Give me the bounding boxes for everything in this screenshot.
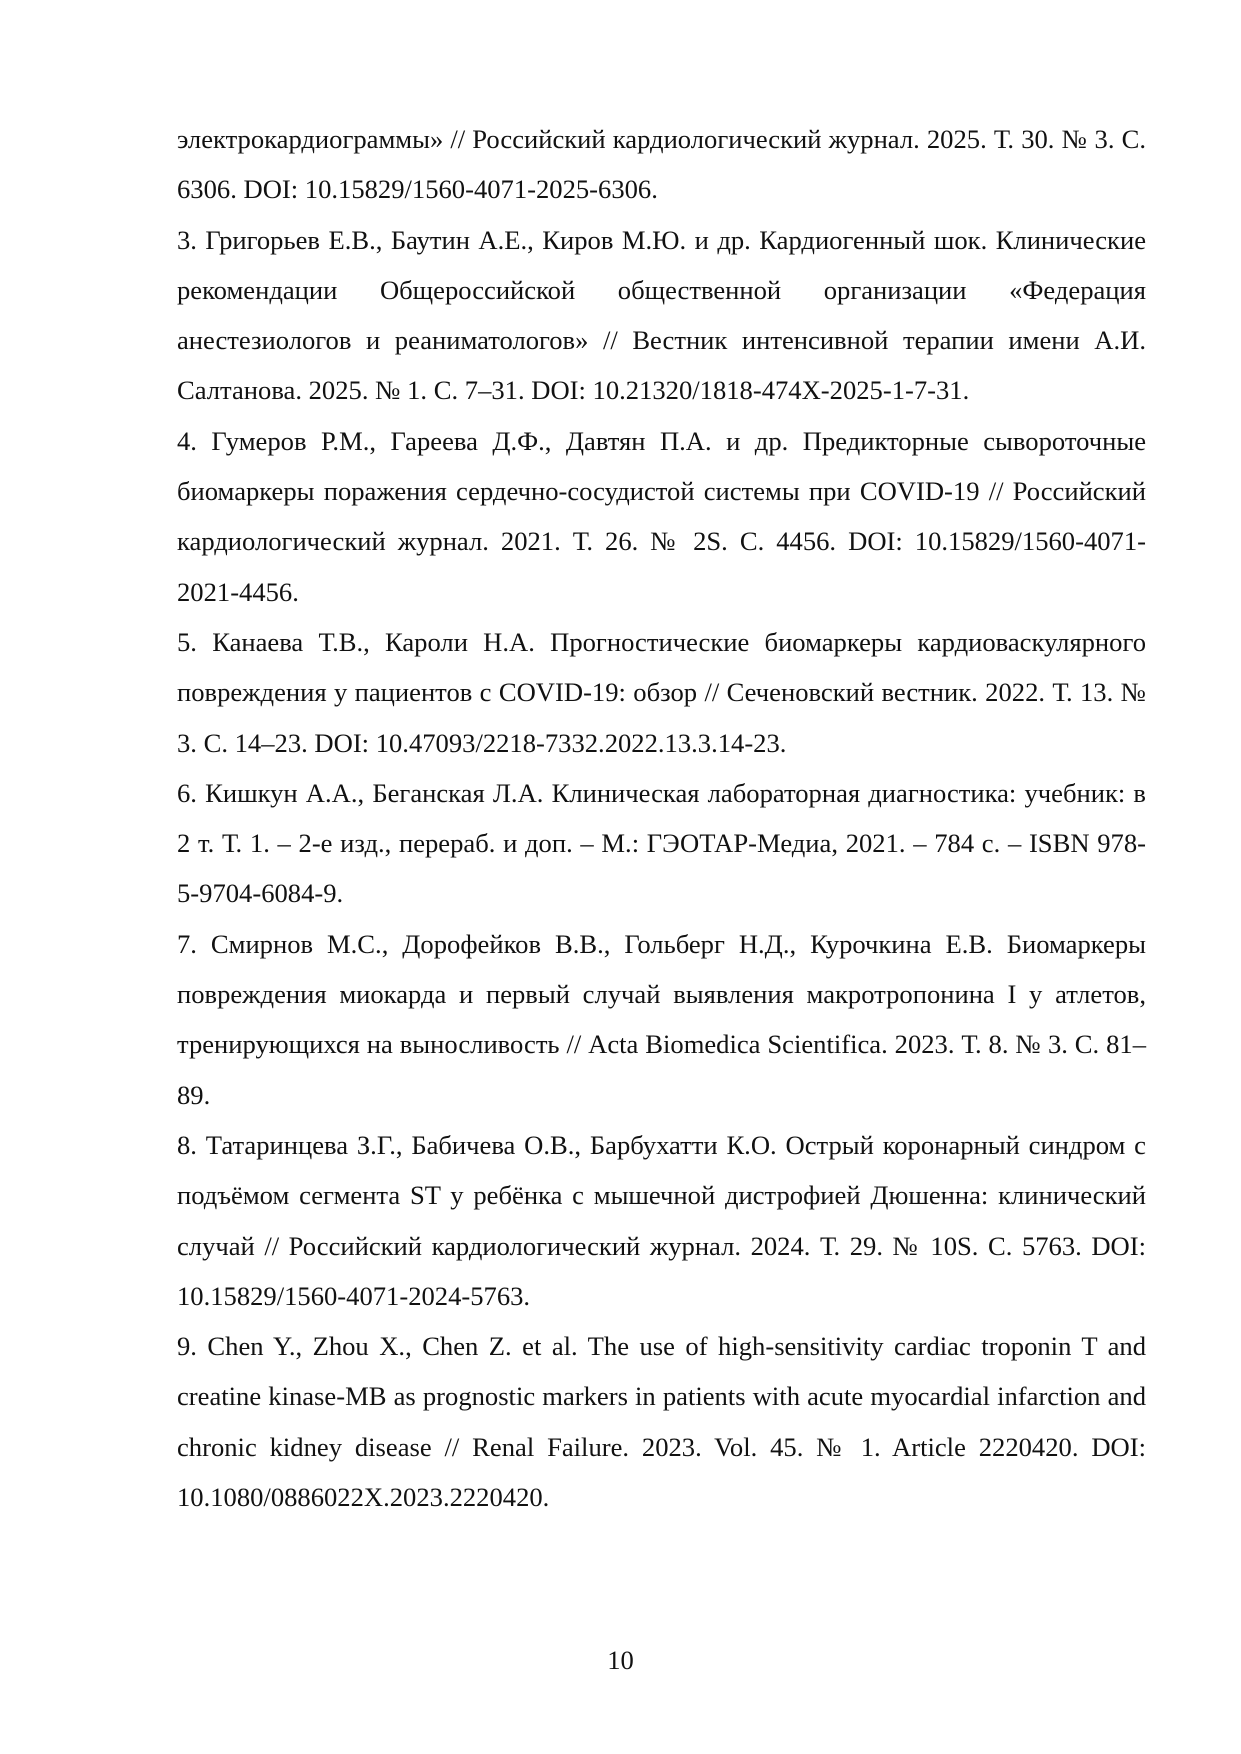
- reference-list: [177, 114, 1146, 1522]
- reference-item-6: 6. Кишкун А.А., Беганская Л.А. Клиническая лабораторная диагностика: учебник: в 2 т. Т. 1. – 2-е изд., перераб. и доп. – М.: ГЭОТАР-Медиа, 2021. – 784 с. – ISBN 978-5-9704-6084-9.: [177, 777, 1146, 909]
- reference-item-3: 3. Григорьев Е.В., Баутин А.Е., Киров М.Ю. и др. Кардиогенный шок. Клинические рекомендации Общероссийской общественной организации «Федерация анестезиологов и реаниматологов» // Вестник интенсивной терапии имени А.И. Салтанова. 2025. № 1. С. 7–31. DOI: 10.21320/1818-474X-2025-1-7-31.: [177, 224, 1146, 406]
- reference-item-4: 4. Гумеров Р.М., Гареева Д.Ф., Давтян П.А. и др. Предикторные сывороточные биомаркеры поражения сердечно-сосудистой системы при COVID-19 // Российский кардиологический журнал. 2021. Т. 26. № 2S. С. 4456. DOI: 10.15829/1560-4071-2021-4456.: [177, 425, 1146, 607]
- reference-item-9: 9. Chen Y., Zhou X., Chen Z. et al. The use of high-sensitivity cardiac troponin T and creatine kinase-MB as prognostic markers in patients with acute myocardial infarction and chronic kidney disease // Renal Failure. 2023. Vol. 45. № 1. Article 2220420. DOI: 10.1080/0886022X.2023.2220420.: [177, 1331, 1146, 1513]
- reference-item-continued: электрокардиограммы» // Российский кардиологический журнал. 2025. Т. 30. № 3. С. 6306. DOI: 10.15829/1560-4071-2025-6306.: [177, 124, 1146, 205]
- reference-item-5: 5. Канаева Т.В., Кароли Н.А. Прогностические биомаркеры кардиоваскулярного повреждения у пациентов с COVID-19: обзор // Сеченовский вестник. 2022. Т. 13. № 3. С. 14–23. DOI: 10.47093/2218-7332.2022.13.3.14-23.: [177, 626, 1146, 758]
- reference-item-8: 8. Татаринцева З.Г., Бабичева О.В., Барбухатти К.О. Острый коронарный синдром с подъёмом сегмента ST у ребёнка с мышечной дистрофией Дюшенна: клинический случай // Российский кардиологический журнал. 2024. Т. 29. № 10S. С. 5763. DOI: 10.15829/1560-4071-2024-5763.: [177, 1129, 1146, 1311]
- reference-item-7: 7. Смирнов М.С., Дорофейков В.В., Гольберг Н.Д., Курочкина Е.В. Биомаркеры повреждения миокарда и первый случай выявления макротропонина I у атлетов, тренирующихся на выносливость // Acta Biomedica Scientifica. 2023. Т. 8. № 3. С. 81–89.: [177, 928, 1146, 1110]
- page-number: 10: [607, 1645, 634, 1675]
